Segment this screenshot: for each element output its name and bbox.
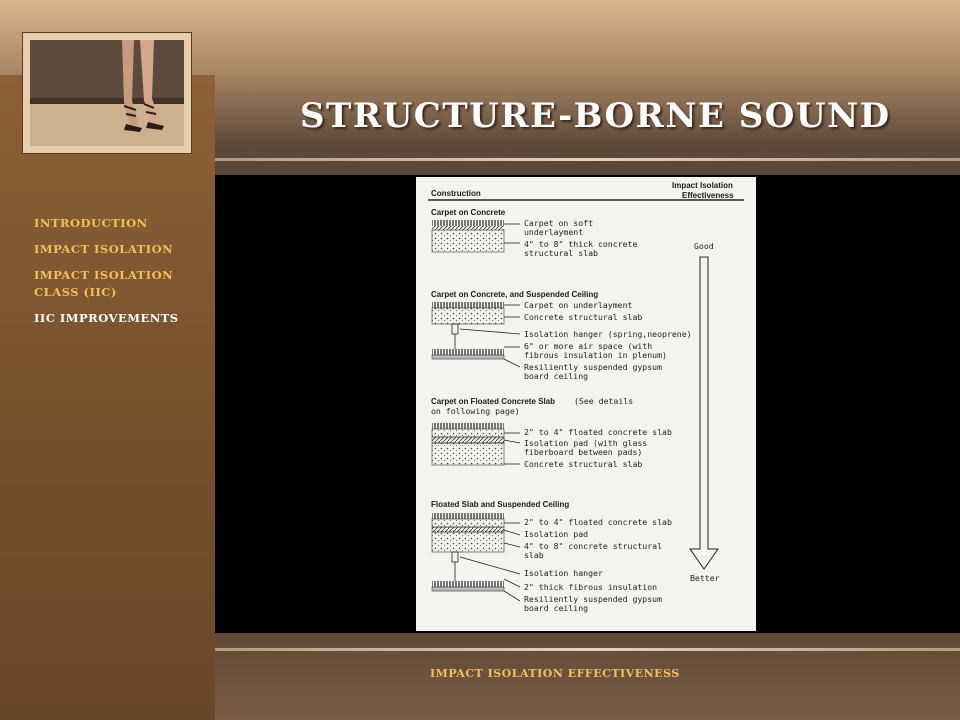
nav-item-introduction[interactable]: INTRODUCTION bbox=[34, 216, 148, 230]
nav-item-impact-isolation-class[interactable]: IMPACT ISOLATION CLASS (IIC) bbox=[34, 268, 174, 299]
effectiveness-arrow bbox=[690, 257, 718, 569]
divider-bottom bbox=[215, 648, 960, 651]
header-effectiveness-2: Effectiveness bbox=[682, 191, 734, 200]
divider-top bbox=[215, 158, 960, 161]
label-slab: slab bbox=[524, 550, 544, 560]
decorative-photo-legs bbox=[30, 40, 184, 146]
section-2-title: Carpet on Concrete, and Suspended Ceiling bbox=[431, 290, 599, 299]
label-gypsum-ceiling: Resiliently suspended gypsum bbox=[524, 362, 663, 372]
section-3-note-1: (See details bbox=[574, 396, 634, 406]
label-isolation-pad-glass: Isolation pad (with glass bbox=[524, 438, 648, 448]
section-3-note-2: on following page) bbox=[431, 406, 520, 416]
label-concrete-structural-2: 4" to 8" concrete structural bbox=[524, 541, 663, 551]
nav-item-impact-isolation[interactable]: IMPACT ISOLATION bbox=[34, 242, 174, 256]
section-4-title: Floated Slab and Suspended Ceiling bbox=[431, 500, 570, 509]
label-floated-slab: 2" to 4" floated concrete slab bbox=[524, 427, 672, 437]
label-concrete-structural-slab: Concrete structural slab bbox=[524, 459, 643, 469]
label-underlayment: underlayment bbox=[524, 227, 584, 237]
label-fibrous-plenum: fibrous insulation in plenum) bbox=[524, 350, 667, 360]
isolation-hanger bbox=[452, 324, 458, 334]
impact-isolation-diagram bbox=[416, 177, 756, 631]
section-3-title: Carpet on Floated Concrete Slab bbox=[431, 397, 556, 406]
label-isolation-hanger: Isolation hanger (spring,neoprene) bbox=[524, 329, 692, 339]
label-carpet-underlayment: Carpet on underlayment bbox=[524, 300, 633, 310]
label-concrete-thick: 4" to 8" thick concrete bbox=[524, 239, 638, 249]
concrete-slab bbox=[432, 230, 504, 252]
label-floated-slab-2: 2" to 4" floated concrete slab bbox=[524, 517, 672, 527]
sidebar-nav bbox=[34, 215, 204, 336]
figure-caption: IMPACT ISOLATION EFFECTIVENESS bbox=[430, 667, 680, 680]
sidebar bbox=[0, 75, 215, 720]
label-isolation-pad: Isolation pad bbox=[524, 529, 589, 539]
label-concrete-structural: Concrete structural slab bbox=[524, 312, 643, 322]
photo-frame bbox=[22, 32, 192, 154]
scale-better: Better bbox=[690, 573, 720, 583]
slide-title: STRUCTURE-BORNE SOUND bbox=[300, 96, 891, 136]
label-fibrous-insulation: 2" thick fibrous insulation bbox=[524, 582, 658, 592]
underlayment-layer bbox=[432, 226, 504, 230]
label-air-space: 6" or more air space (with bbox=[524, 341, 653, 351]
nav-item-iic-improvements[interactable]: IIC IMPROVEMENTS bbox=[34, 311, 179, 325]
label-isolation-hanger-2: Isolation hanger bbox=[524, 568, 603, 578]
label-board-ceiling: board ceiling bbox=[524, 371, 589, 381]
section-1-title: Carpet on Concrete bbox=[431, 208, 506, 217]
scale-good: Good bbox=[694, 241, 714, 251]
carpet-layer bbox=[432, 220, 504, 226]
label-gypsum-ceiling-2: Resiliently suspended gypsum bbox=[524, 594, 663, 604]
header-construction: Construction bbox=[431, 189, 481, 198]
label-structural-slab: structural slab bbox=[524, 248, 598, 258]
label-fiberboard: fiberboard between pads) bbox=[524, 447, 643, 457]
header-effectiveness-1: Impact Isolation bbox=[672, 181, 733, 190]
image-panel bbox=[215, 175, 960, 633]
label-board-ceiling-2: board ceiling bbox=[524, 603, 589, 613]
label-carpet-soft: Carpet on soft bbox=[524, 218, 594, 228]
